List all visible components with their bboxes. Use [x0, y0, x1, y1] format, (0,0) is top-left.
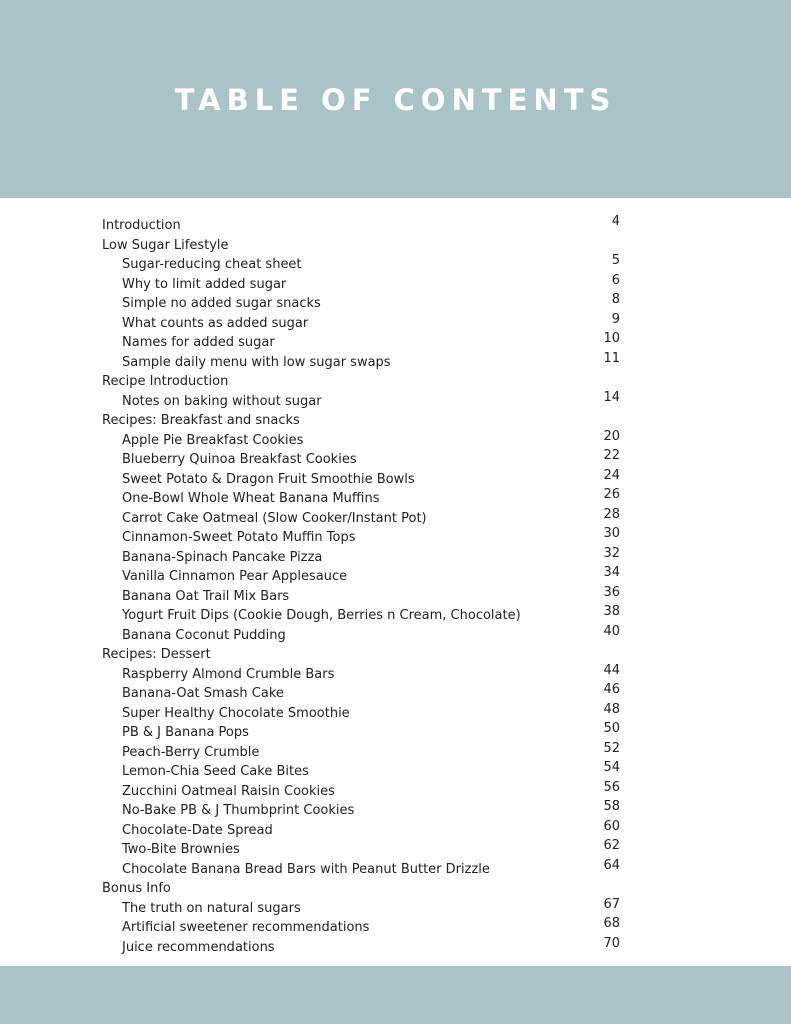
toc-entry-row [102, 723, 632, 743]
toc-section-title: Recipe Introduction [102, 374, 229, 389]
toc-entry-row [102, 701, 632, 724]
toc-page-number: 5 [611, 253, 620, 268]
toc-entry-row [102, 567, 632, 587]
toc-page-number: 22 [603, 448, 620, 463]
toc-entry-row [102, 545, 632, 568]
toc-page-number: 14 [603, 389, 620, 405]
toc-page-number: 24 [603, 467, 620, 483]
page-title: TABLE OF CONTENTS [174, 83, 617, 117]
toc-entry-row [102, 623, 632, 646]
toc-entry-title: Carrot Cake Oatmeal (Slow Cooker/Instant Pot) [122, 510, 427, 526]
toc-entry-title: Banana-Oat Smash Cake [122, 686, 284, 701]
toc-entry-row [102, 528, 632, 548]
toc-entry-row [102, 857, 632, 880]
toc-page-number: 38 [603, 604, 620, 619]
table-of-contents [102, 216, 632, 957]
toc-page-number: 20 [603, 428, 620, 444]
toc-page-number: 50 [603, 721, 620, 736]
toc-entry-title: The truth on natural sugars [122, 900, 301, 916]
toc-entry-title: Peach-Berry Crumble [122, 744, 260, 760]
toc-entry-title: Raspberry Almond Crumble Bars [122, 666, 335, 682]
toc-page-number: 40 [603, 623, 620, 639]
toc-entry-title: Banana-Spinach Pancake Pizza [122, 549, 323, 565]
toc-entry-title: Chocolate-Date Spread [122, 822, 273, 838]
toc-entry-row [102, 506, 632, 529]
toc-page-number: 68 [603, 916, 620, 931]
toc-entry-row [102, 428, 632, 451]
toc-page-number: 44 [603, 662, 620, 678]
toc-entry-title: Juice recommendations [122, 939, 275, 955]
toc-section-title: Recipes: Dessert [102, 647, 211, 662]
toc-section-title: Bonus Info [102, 881, 171, 896]
toc-page-number: 36 [603, 584, 620, 600]
toc-page-number: 8 [611, 292, 620, 307]
toc-page-number: 60 [603, 818, 620, 834]
toc-section-row [102, 411, 632, 431]
toc-entry-row [102, 740, 632, 763]
toc-page-number: 48 [603, 701, 620, 717]
toc-entry-row [102, 801, 632, 821]
toc-page-number: 10 [603, 331, 620, 346]
toc-entry-title: Names for added sugar [122, 335, 275, 350]
toc-page-number: 11 [603, 350, 620, 366]
toc-page-number: 54 [603, 760, 620, 775]
toc-section-title: Low Sugar Lifestyle [102, 237, 229, 253]
toc-entry-title: Banana Oat Trail Mix Bars [122, 588, 290, 604]
toc-entry-row [102, 818, 632, 841]
toc-page-number: 26 [603, 487, 620, 502]
toc-section-title: Introduction [102, 218, 181, 233]
toc-entry-title: Zucchini Oatmeal Raisin Cookies [122, 783, 335, 799]
toc-page-number: 67 [603, 896, 620, 912]
toc-entry-title: Why to limit added sugar [122, 276, 287, 292]
toc-entry-title: Super Healthy Chocolate Smoothie [122, 705, 350, 721]
toc-section-title: Recipes: Breakfast and snacks [102, 413, 300, 428]
toc-entry-title: Two-Bite Brownies [122, 842, 240, 857]
toc-entry-title: Lemon-Chia Seed Cake Bites [122, 764, 309, 779]
toc-section-row [102, 216, 632, 236]
toc-entry-row [102, 606, 632, 626]
toc-page-number: 52 [603, 740, 620, 756]
toc-entry-row [102, 294, 632, 314]
toc-page-number: 4 [611, 214, 620, 229]
toc-entry-title: Notes on baking without sugar [122, 393, 322, 409]
toc-entry-title: Sample daily menu with low sugar swaps [122, 354, 391, 370]
toc-page-number: 56 [603, 779, 620, 795]
toc-entry-title: Simple no added sugar snacks [122, 296, 321, 311]
toc-entry-row [102, 350, 632, 373]
toc-entry-title: Sweet Potato & Dragon Fruit Smoothie Bowls [122, 471, 415, 487]
toc-page-number: 30 [603, 526, 620, 541]
toc-entry-title: Cinnamon-Sweet Potato Muffin Tops [122, 530, 356, 545]
toc-entry-row [102, 467, 632, 490]
toc-page-number: 58 [603, 799, 620, 814]
toc-page-number: 64 [603, 857, 620, 873]
toc-section-row [102, 372, 632, 392]
toc-entry-title: Blueberry Quinoa Breakfast Cookies [122, 452, 357, 467]
toc-section-row [102, 236, 632, 256]
toc-entry-title: One-Bowl Whole Wheat Banana Muffins [122, 491, 380, 506]
footer-band [0, 966, 791, 1024]
toc-page-number: 6 [611, 272, 620, 288]
toc-entry-row [102, 272, 632, 295]
toc-page-number: 70 [603, 935, 620, 951]
toc-entry-title: Yogurt Fruit Dips (Cookie Dough, Berries n Cream, Chocolate) [122, 608, 521, 623]
toc-entry-row [102, 662, 632, 685]
toc-entry-row [102, 489, 632, 509]
toc-entry-row [102, 584, 632, 607]
toc-entry-title: Apple Pie Breakfast Cookies [122, 432, 304, 448]
toc-page-number: 28 [603, 506, 620, 522]
toc-entry-row [102, 762, 632, 782]
toc-entry-row [102, 779, 632, 802]
toc-entry-row [102, 389, 632, 412]
toc-page-number: 46 [603, 682, 620, 697]
toc-section-row [102, 879, 632, 899]
toc-entry-title: No-Bake PB & J Thumbprint Cookies [122, 803, 355, 818]
toc-entry-title: Sugar-reducing cheat sheet [122, 257, 302, 272]
toc-page-number: 9 [611, 311, 620, 327]
toc-entry-row [102, 935, 632, 958]
toc-entry-title: Chocolate Banana Bread Bars with Peanut Butter Drizzle [122, 861, 490, 877]
toc-entry-row [102, 918, 632, 938]
toc-page-number: 62 [603, 838, 620, 853]
toc-entry-title: PB & J Banana Pops [122, 725, 249, 740]
toc-page-number: 32 [603, 545, 620, 561]
toc-entry-title: Artificial sweetener recommendations [122, 920, 370, 935]
toc-entry-row [102, 333, 632, 353]
toc-entry-row [102, 684, 632, 704]
toc-entry-row [102, 896, 632, 919]
toc-entry-row [102, 255, 632, 275]
toc-entry-row [102, 840, 632, 860]
toc-section-row [102, 645, 632, 665]
toc-entry-row [102, 450, 632, 470]
toc-entry-row [102, 311, 632, 334]
toc-entry-title: What counts as added sugar [122, 315, 309, 331]
toc-page-number: 34 [603, 565, 620, 580]
toc-entry-title: Banana Coconut Pudding [122, 627, 286, 643]
toc-entry-title: Vanilla Cinnamon Pear Applesauce [122, 569, 348, 584]
